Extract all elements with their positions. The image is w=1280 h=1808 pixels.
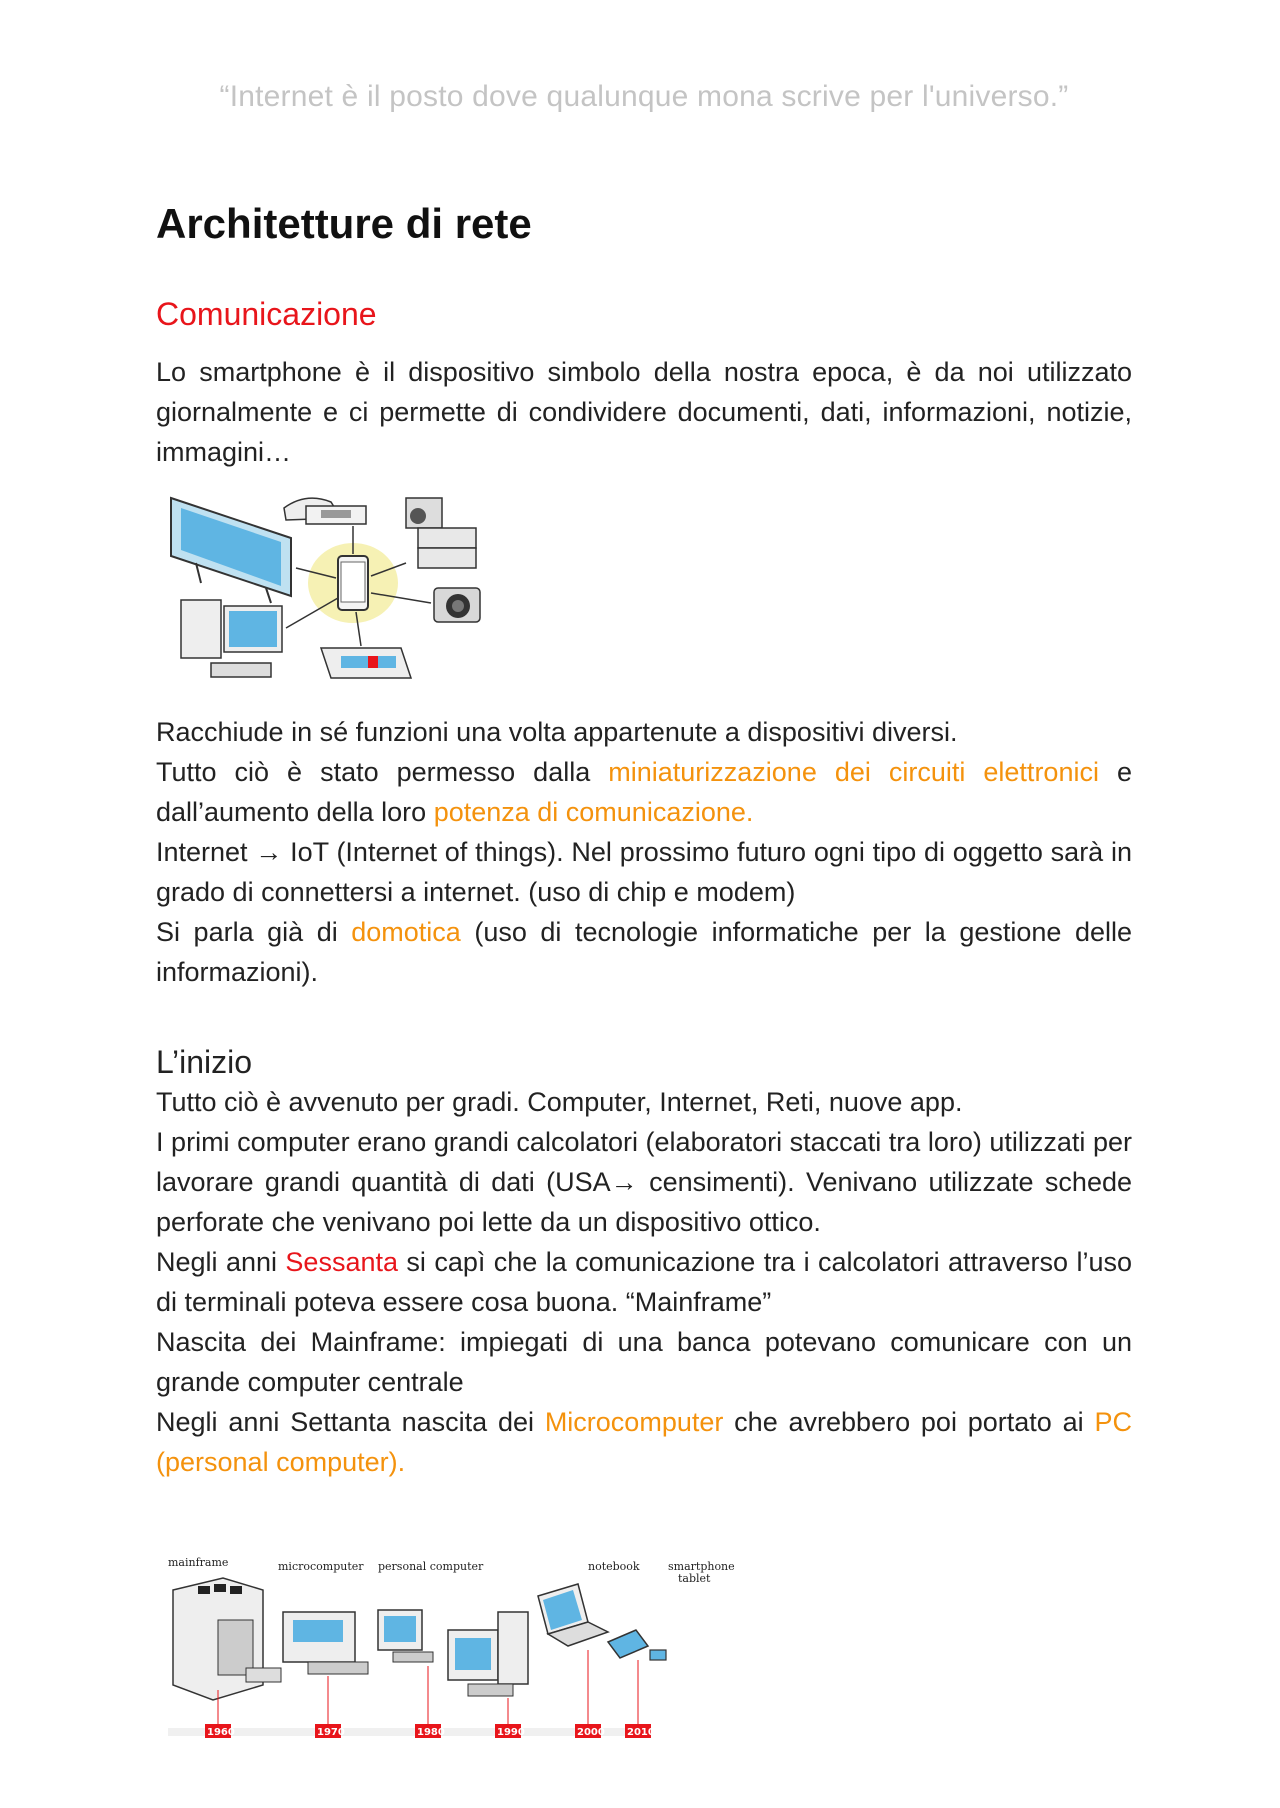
body-line: Tutto ciò è stato permesso dalla miniaturizzazione dei circuiti elettronici e dall’aumento della loro potenza di comunicazione.	[156, 757, 1132, 827]
personal-computer-icon	[378, 1610, 528, 1696]
camera-icon	[434, 588, 480, 622]
inizio-body	[156, 1082, 1132, 1482]
year-label: 1980	[417, 1727, 445, 1738]
highlight-pc: PC (personal computer).	[156, 1407, 1132, 1477]
year-label: 1960	[207, 1727, 235, 1738]
year-label: 2000	[577, 1727, 605, 1738]
section-heading-inizio: L’inizio	[156, 1044, 253, 1080]
timeline-label: microcomputer	[278, 1560, 364, 1573]
timeline-label: personal computer	[378, 1560, 484, 1573]
body-line: Negli anni Settanta nascita dei Microcomputer che avrebbero poi portato ai PC (personal computer).	[156, 1407, 1132, 1477]
highlight-potenza: potenza di comunicazione.	[433, 797, 754, 827]
body-line: Tutto ciò è avvenuto per gradi. Computer, Internet, Reti, nuove app.	[156, 1087, 963, 1117]
highlight-microcomputer: Microcomputer	[544, 1407, 724, 1437]
body-line: Negli anni Sessanta si capì che la comunicazione tra i calcolatori attraverso l’uso di terminali poteva essere cosa buona. “Mainframe”	[156, 1247, 1133, 1317]
tablet-icon	[608, 1630, 648, 1658]
timeline-label: notebook	[588, 1560, 640, 1573]
section-heading-comunicazione: Comunicazione	[156, 296, 377, 332]
year-label: 1970	[317, 1727, 345, 1738]
year-label: 1990	[497, 1727, 525, 1738]
page-title: Architetture di rete	[156, 200, 532, 247]
smartphone-icon	[338, 556, 368, 610]
body-line: I primi computer erano grandi calcolatori (elaboratori staccati tra loro) utilizzati per lavorare grandi quantità di dati (USA→ censimenti). Venivano utilizzate schede perforate che venivano poi lette da un dispositivo ottico.	[156, 1127, 1132, 1237]
notebook-icon	[538, 1584, 608, 1646]
highlight-domotica: domotica	[351, 917, 461, 947]
computer-timeline-figure	[168, 1550, 738, 1750]
intro-text: Lo smartphone è il dispositivo simbolo della nostra epoca, è da noi utilizzato giornalmente e ci permette di condividere documenti, dati, informazioni, notizie, immagini…	[156, 357, 1132, 467]
body-line: Internet → IoT (Internet of things). Nel prossimo futuro ogni tipo di oggetto sarà in grado di connettersi a internet. (uso di chip e modem)	[156, 837, 1132, 907]
desktop-computer-icon	[181, 600, 282, 677]
timeline-label: tablet	[678, 1572, 711, 1585]
smartphone-devices-figure	[156, 488, 536, 698]
comunicazione-body	[156, 712, 1132, 992]
epigraph-quote: “Internet è il posto dove qualunque mona scrive per l'universo.”	[219, 80, 1069, 113]
stereo-system-icon	[406, 498, 476, 568]
television-icon	[171, 498, 291, 603]
body-line: Si parla già di domotica (uso di tecnologie informatiche per la gestione delle informazioni).	[156, 917, 1132, 987]
mainframe-icon	[173, 1578, 281, 1700]
body-line: Racchiude in sé funzioni una volta appartenute a dispositivi diversi.	[156, 717, 958, 747]
smartphone-icon	[650, 1650, 666, 1660]
highlight-sessanta: Sessanta	[285, 1247, 398, 1277]
tablet-icon	[321, 648, 411, 678]
year-label: 2010	[627, 1727, 655, 1738]
intro-paragraph	[156, 352, 1132, 472]
body-line: Nascita dei Mainframe: impiegati di una banca potevano comunicare con un grande computer centrale	[156, 1327, 1132, 1397]
microcomputer-icon	[283, 1612, 368, 1674]
timeline-label: mainframe	[168, 1556, 229, 1569]
landline-phone-icon	[284, 498, 366, 524]
timeline-label: smartphone	[668, 1560, 735, 1573]
highlight-miniaturizzazione: miniaturizzazione dei circuiti elettronici	[608, 757, 1099, 787]
